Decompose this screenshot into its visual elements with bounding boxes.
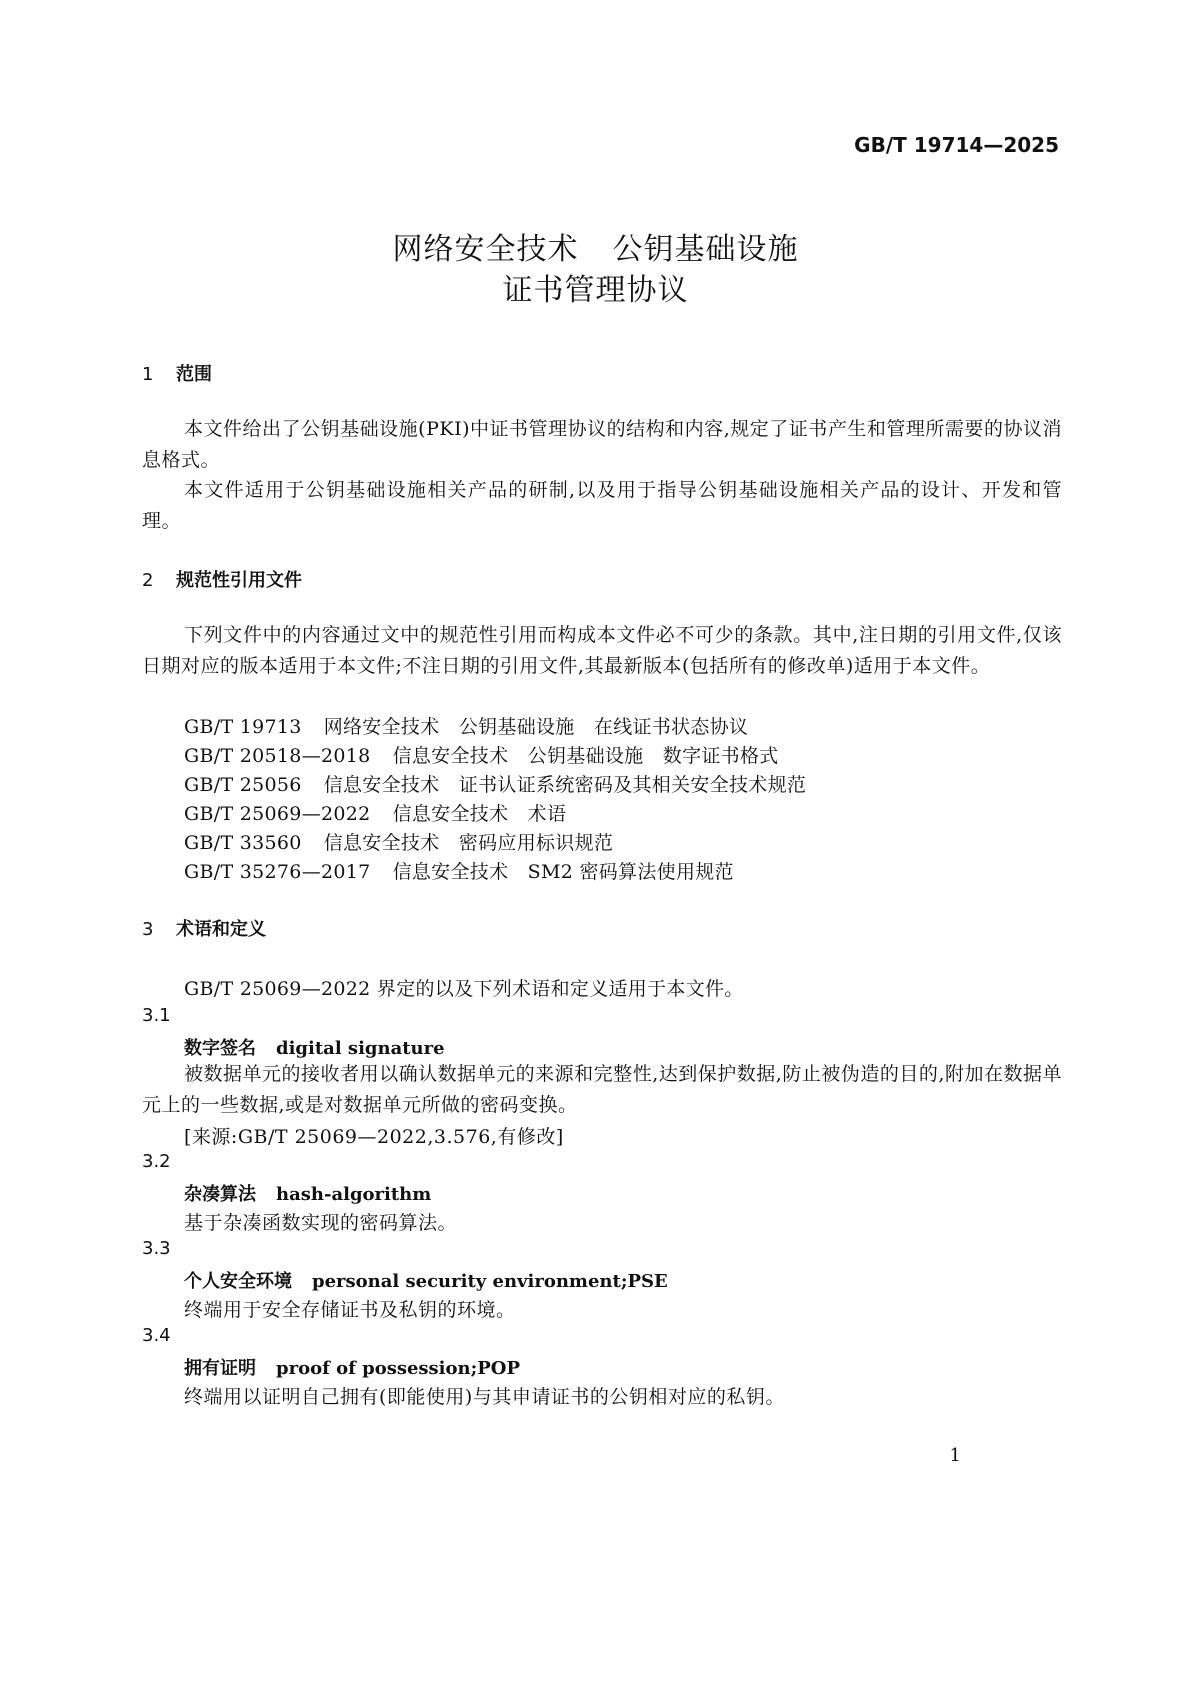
term-definition: 终端用于安全存储证书及私钥的环境。 — [184, 1299, 516, 1321]
term-en: digital signature — [276, 1038, 445, 1059]
reference-title: 信息安全技术 术语 — [392, 803, 567, 825]
scope-paragraph-1: 本文件给出了公钥基础设施(PKI)中证书管理协议的结构和内容,规定了证书产生和管理所需要的协议消息格式。 — [142, 418, 1062, 471]
section-3-heading — [142, 915, 266, 941]
reference-code: GB/T 25069—2022 — [184, 803, 371, 825]
terms-intro: GB/T 25069—2022 界定的以及下列术语和定义适用于本文件。 — [184, 978, 744, 1000]
term-heading — [184, 1034, 445, 1060]
term-source: [来源:GB/T 25069—2022,3.576,有修改] — [184, 1126, 564, 1148]
standard-number: GB/T 19714—2025 — [854, 133, 1059, 157]
page-number: 1 — [949, 1445, 961, 1466]
term-heading — [184, 1354, 520, 1380]
clause-number: 3.4 — [142, 1325, 171, 1346]
term-zh: 数字签名 — [184, 1038, 256, 1059]
reference-item — [184, 712, 748, 739]
term-definition: 终端用以证明自己拥有(即能使用)与其申请证书的公钥相对应的私钥。 — [184, 1386, 785, 1408]
reference-code: GB/T 33560 — [184, 832, 302, 854]
reference-item — [184, 799, 566, 826]
reference-code: GB/T 25056 — [184, 774, 302, 796]
section-2-heading — [142, 566, 302, 592]
term-definition: 被数据单元的接收者用以确认数据单元的来源和完整性,达到保护数据,防止被伪造的目的,附加在数据单元上的一些数据,或是对数据单元所做的密码变换。 — [142, 1063, 1062, 1116]
reference-code: GB/T 19713 — [184, 716, 302, 738]
term-en: personal security environment;PSE — [312, 1271, 668, 1292]
term-zh: 拥有证明 — [184, 1358, 256, 1379]
section-title: 术语和定义 — [176, 919, 266, 940]
clause-number: 3.3 — [142, 1238, 171, 1259]
term-en: proof of possession;POP — [276, 1358, 521, 1379]
term-heading — [184, 1180, 431, 1206]
section-number: 2 — [142, 570, 154, 591]
reference-title: 信息安全技术 密码应用标识规范 — [323, 832, 614, 854]
reference-item — [184, 770, 806, 797]
section-title: 范围 — [176, 364, 212, 385]
title-part2: 公钥基础设施 — [612, 232, 799, 267]
section-title: 规范性引用文件 — [176, 570, 302, 591]
title-part1: 网络安全技术 — [392, 232, 579, 267]
term-definition: 基于杂凑函数实现的密码算法。 — [184, 1212, 458, 1234]
reference-title: 信息安全技术 证书认证系统密码及其相关安全技术规范 — [323, 774, 807, 796]
term-heading — [184, 1267, 668, 1293]
section-1-heading — [142, 360, 212, 386]
term-en: hash-algorithm — [276, 1184, 432, 1205]
term-zh: 个人安全环境 — [184, 1271, 292, 1292]
references-intro: 下列文件中的内容通过文中的规范性引用而构成本文件必不可少的条款。其中,注日期的引用文件,仅该日期对应的版本适用于本文件;不注日期的引用文件,其最新版本(包括所有的修改单)适用于本文件。 — [142, 624, 1062, 677]
document-title-line1 — [0, 224, 1191, 268]
reference-code: GB/T 20518—2018 — [184, 745, 371, 767]
section-number: 3 — [142, 919, 154, 940]
reference-item — [184, 741, 779, 768]
reference-title: 网络安全技术 公钥基础设施 在线证书状态协议 — [323, 716, 749, 738]
document-title-line2: 证书管理协议 — [502, 273, 689, 308]
reference-code: GB/T 35276—2017 — [184, 861, 371, 883]
reference-item — [184, 828, 613, 855]
clause-number: 3.2 — [142, 1151, 171, 1172]
section-number: 1 — [142, 364, 154, 385]
reference-item — [184, 857, 734, 884]
reference-title: 信息安全技术 SM2 密码算法使用规范 — [392, 861, 734, 883]
term-zh: 杂凑算法 — [184, 1184, 256, 1205]
scope-paragraph-2: 本文件适用于公钥基础设施相关产品的研制,以及用于指导公钥基础设施相关产品的设计、开发和管理。 — [142, 479, 1062, 532]
clause-number: 3.1 — [142, 1005, 171, 1026]
reference-title: 信息安全技术 公钥基础设施 数字证书格式 — [392, 745, 779, 767]
